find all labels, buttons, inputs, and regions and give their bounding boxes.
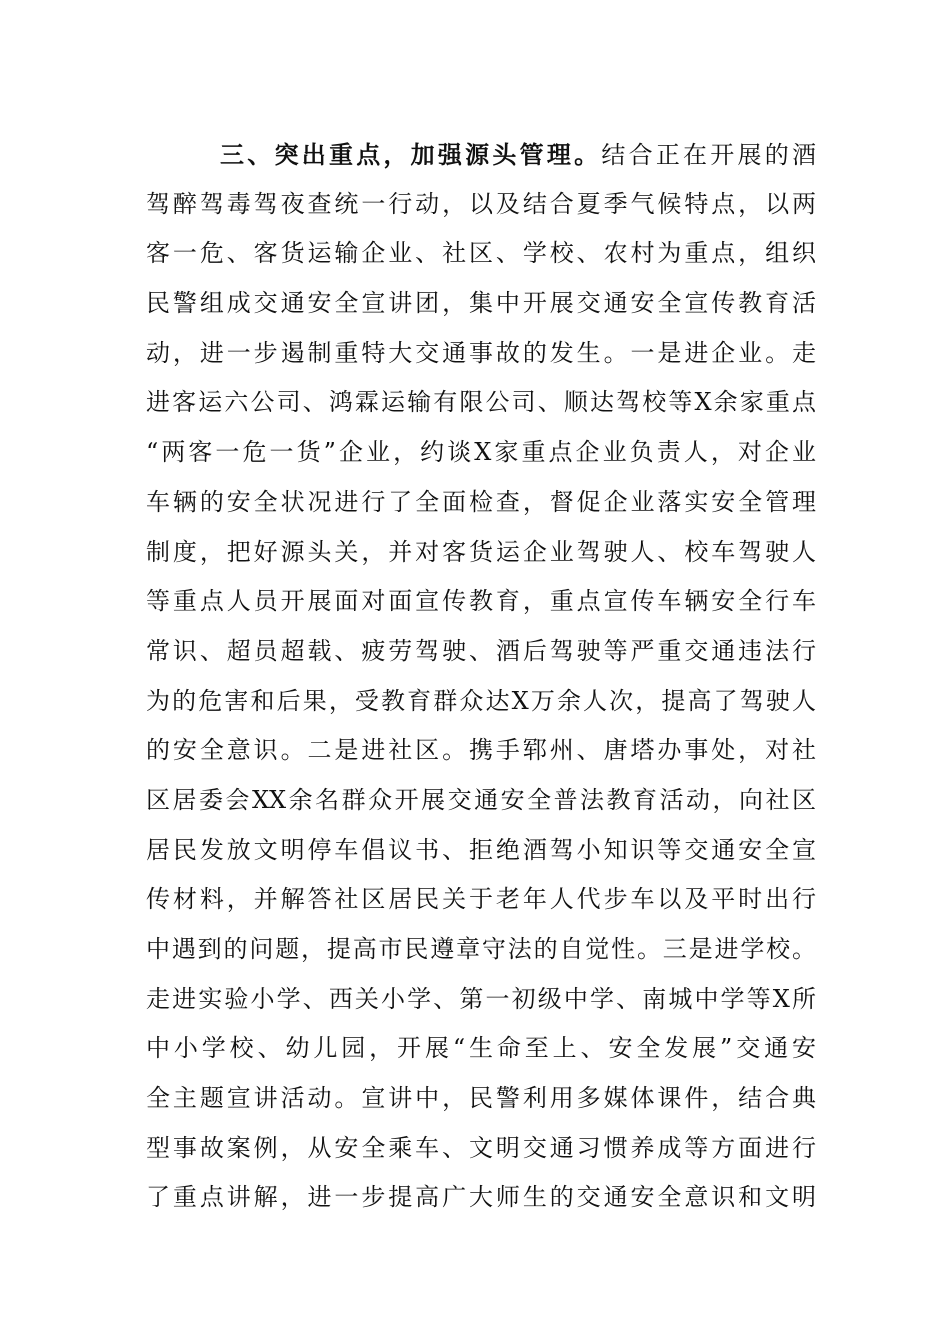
text-line: 动，进一步遏制重特大交通事故的发生。一是进企业。走 bbox=[146, 338, 816, 367]
body-paragraph bbox=[146, 130, 816, 1223]
text-line: 常识、超员超载、疲劳驾驶、酒后驾驶等严重交通违法行 bbox=[146, 636, 816, 665]
text-line: 为的危害和后果，受教育群众达X万余人次，提高了驾驶人 bbox=[146, 686, 816, 715]
text-line: 的安全意识。二是进社区。携手郓州、唐塔办事处，对社 bbox=[146, 736, 816, 765]
text-line: 中小学校、幼儿园，开展“生命至上、安全发展”交通安 bbox=[146, 1034, 816, 1063]
text-line: 民警组成交通安全宣讲团，集中开展交通安全宣传教育活 bbox=[146, 289, 816, 318]
text-line: 客一危、客货运输企业、社区、学校、农村为重点，组织 bbox=[146, 239, 816, 268]
text-line: 等重点人员开展面对面宣传教育，重点宣传车辆安全行车 bbox=[146, 587, 816, 616]
section-heading: 三、突出重点，加强源头管理。 bbox=[220, 140, 602, 169]
text-line: 驾醉驾毒驾夜查统一行动，以及结合夏季气候特点，以两 bbox=[146, 189, 816, 218]
text-line: 制度，把好源头关，并对客货运企业驾驶人、校车驾驶人 bbox=[146, 537, 816, 566]
text-line: 车辆的安全状况进行了全面检查，督促企业落实安全管理 bbox=[146, 487, 816, 516]
text-line: 区居委会XX余名群众开展交通安全普法教育活动，向社区 bbox=[146, 785, 816, 814]
paragraph-first-line bbox=[146, 130, 816, 180]
text-line: 了重点讲解，进一步提高广大师生的交通安全意识和文明 bbox=[146, 1183, 816, 1212]
text-line: 结合正在开展的酒 bbox=[601, 141, 817, 169]
text-line: 型事故案例，从安全乘车、文明交通习惯养成等方面进行 bbox=[146, 1133, 816, 1162]
text-line: 进客运六公司、鸿霖运输有限公司、顺达驾校等X余家重点 bbox=[146, 388, 816, 417]
text-line: “两客一危一货”企业，约谈X家重点企业负责人，对企业 bbox=[146, 438, 816, 467]
text-line: 全主题宣讲活动。宣讲中，民警利用多媒体课件，结合典 bbox=[146, 1084, 816, 1113]
text-line: 传材料，并解答社区居民关于老年人代步车以及平时出行 bbox=[146, 885, 816, 914]
text-line: 中遇到的问题，提高市民遵章守法的自觉性。三是进学校。 bbox=[146, 935, 816, 963]
text-line: 居民发放文明停车倡议书、拒绝酒驾小知识等交通安全宣 bbox=[146, 835, 816, 864]
text-line: 走进实验小学、西关小学、第一初级中学、南城中学等X所 bbox=[146, 984, 816, 1013]
